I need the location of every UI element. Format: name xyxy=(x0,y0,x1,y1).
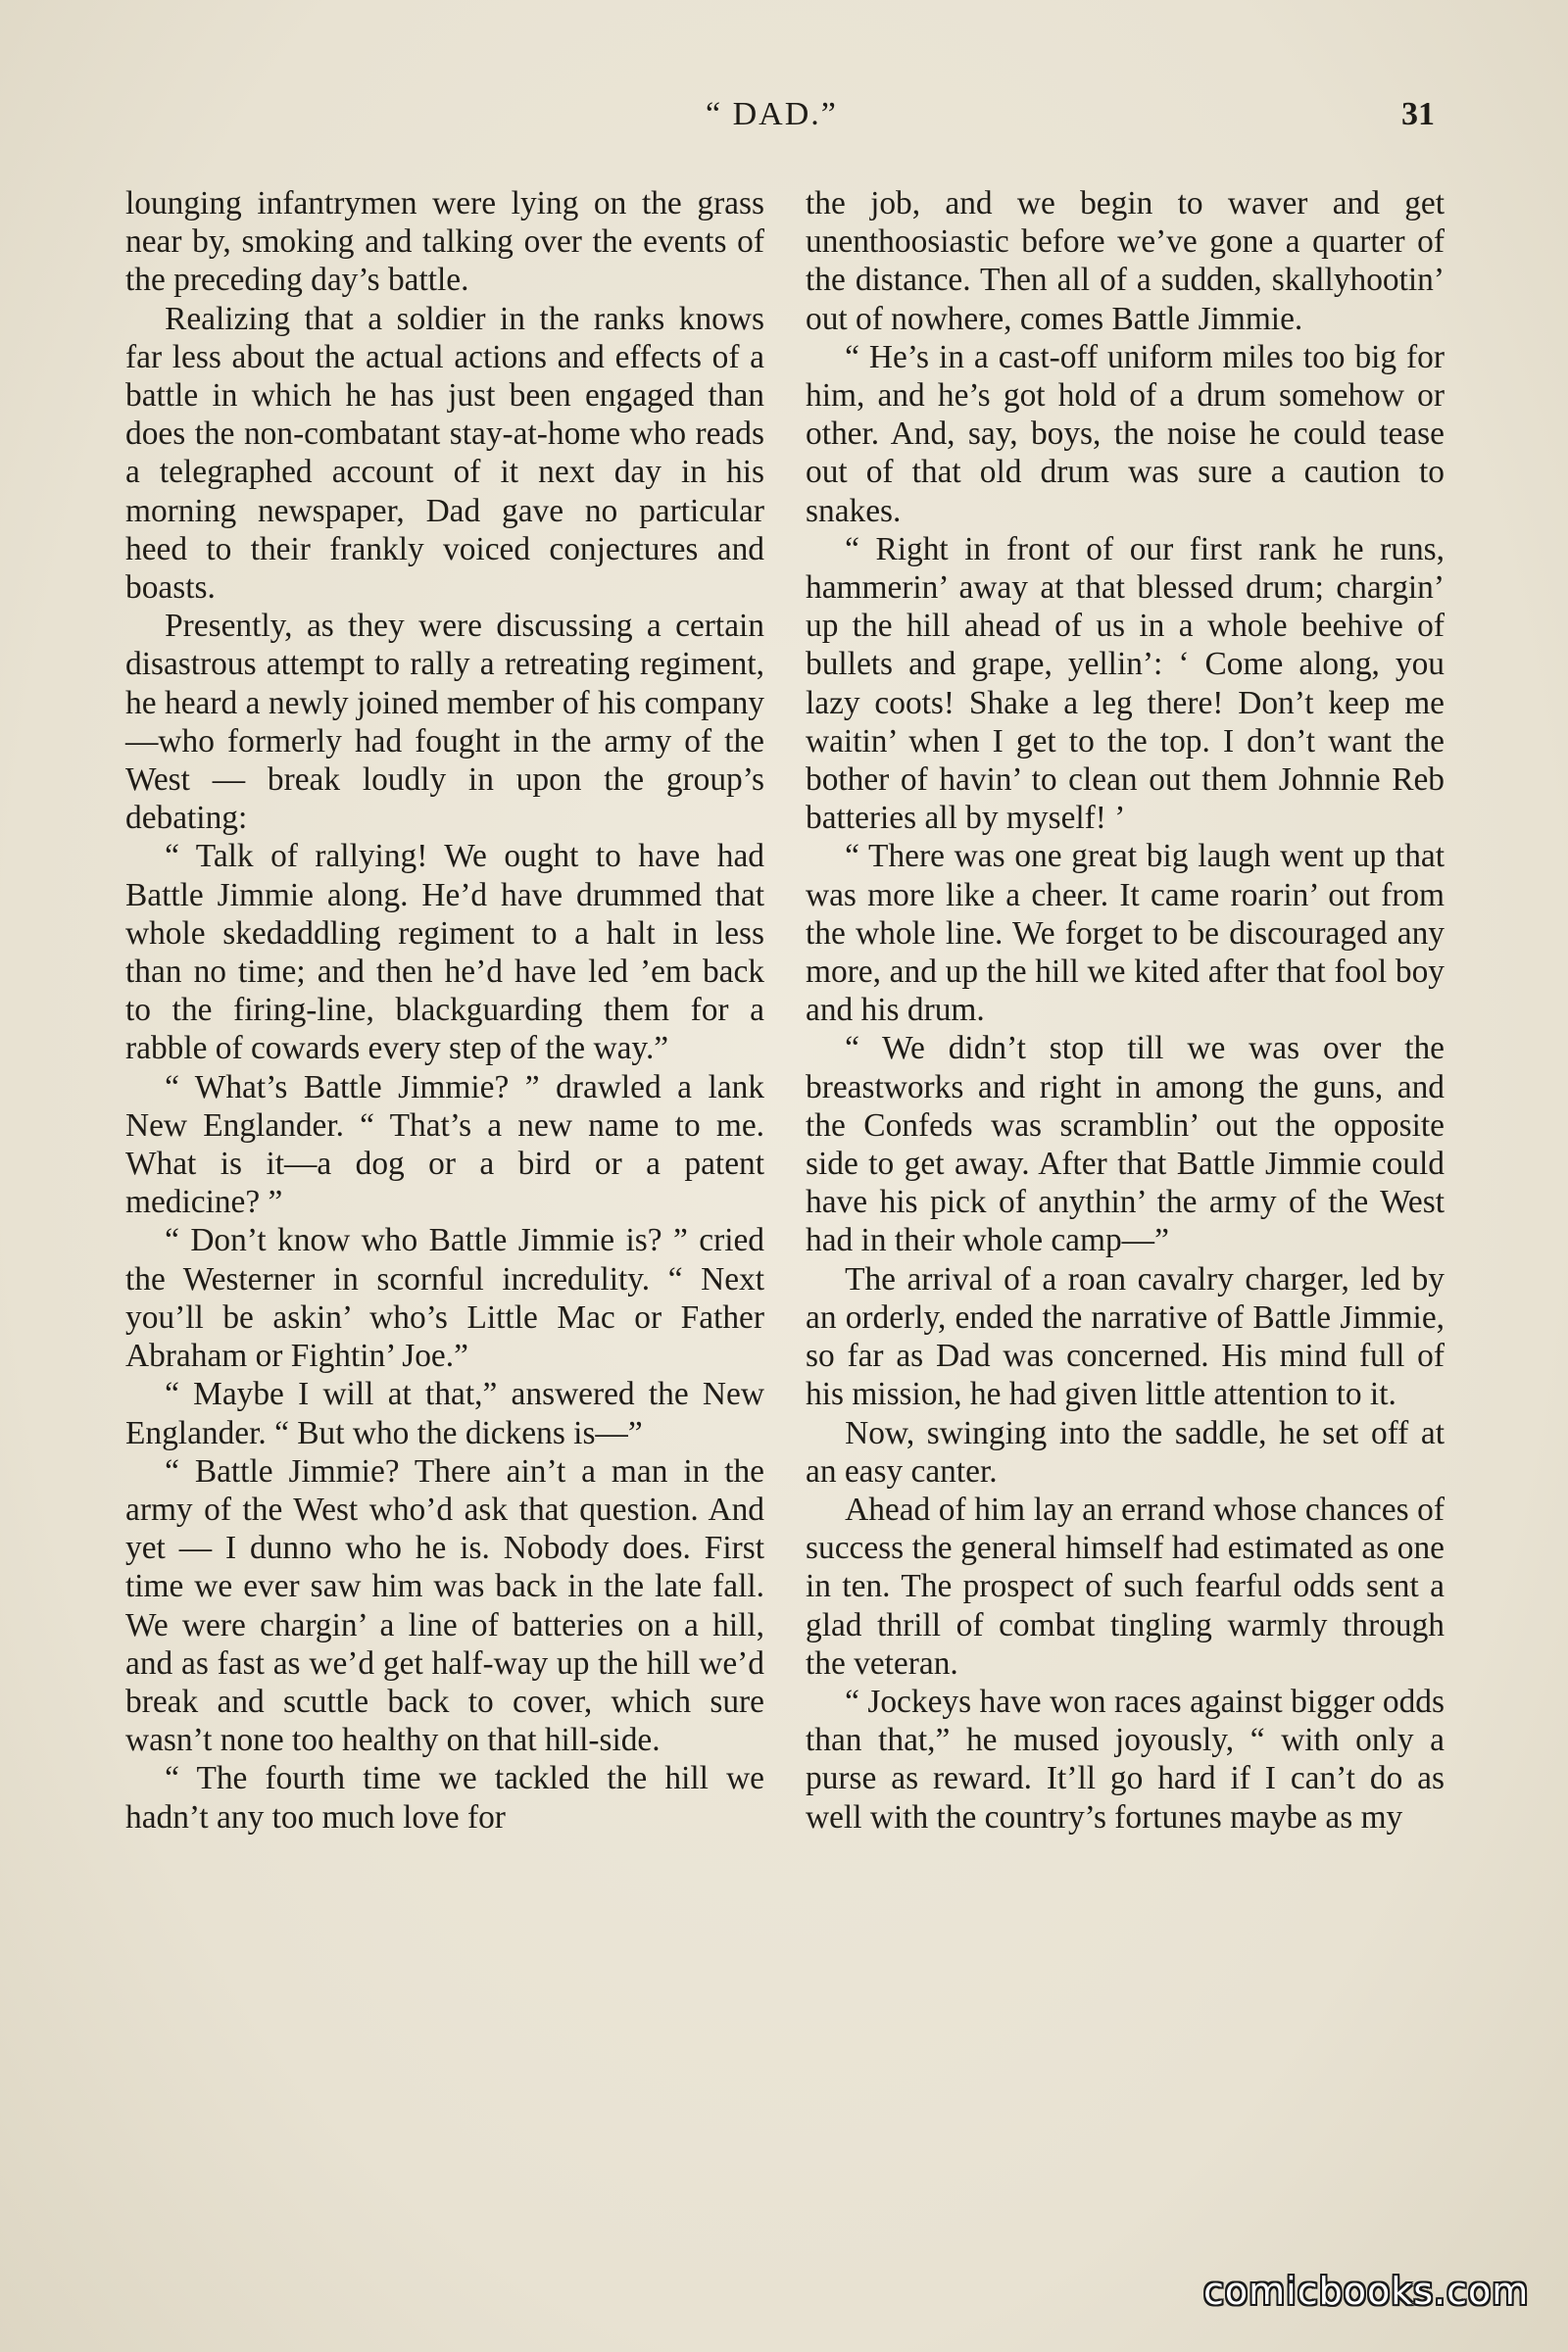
paragraph: “ Right in front of our first rank he runs, hammerin’ away at that blessed drum; chargin’ up the hill ahead of us in a whole beehive of bullets and grape, yellin’: ‘ Come along, you lazy coots! Shake a leg there! Don’t keep me waitin’ when I get to the top. I don’t want the bother of havin’ to clean out them Johnnie Reb batteries all by myself! ’ xyxy=(806,530,1445,837)
paragraph: “ Maybe I will at that,” answered the New Englander. “ But who the dickens is—” xyxy=(125,1376,764,1451)
paragraph: “ He’s in a cast-off uniform miles too big for him, and he’s got hold of a drum somehow or other. And, say, boys, the noise he could tease out of that old drum was sure a caution to snakes. xyxy=(806,338,1445,529)
running-title: “ DAD.” xyxy=(706,96,838,132)
paragraph: “ What’s Battle Jimmie? ” drawled a lank New Englander. “ That’s a new name to me. What is it—a dog or a bird or a patent medicine? ” xyxy=(125,1068,764,1221)
site-watermark: comicbooks.com xyxy=(1203,2270,1530,2313)
paragraph: “ The fourth time we tackled the hill we hadn’t any too much love for xyxy=(125,1760,764,1836)
page-number: 31 xyxy=(1401,96,1435,132)
right-column xyxy=(806,184,1445,1837)
paragraph: “ Talk of rallying! We ought to have had Battle Jimmie along. He’d have drummed that whole skedaddling regiment to a halt in less than no time; and then he’d have led ’em back to the firing-line, blackguarding them for a rabble of cowards every step of the way.” xyxy=(125,838,764,1067)
paragraph: “ Don’t know who Battle Jimmie is? ” cried the Westerner in scornful incredulity. “ Next you’ll be askin’ who’s Little Mac or Father Abraham or Fightin’ Joe.” xyxy=(125,1222,764,1375)
paragraph: lounging infantrymen were lying on the grass near by, smoking and talking over the events of the preceding day’s battle. xyxy=(125,185,764,299)
paragraph: Now, swinging into the saddle, he set off at an easy canter. xyxy=(806,1414,1445,1490)
paragraph: Realizing that a soldier in the ranks knows far less about the actual actions and effects of a battle in which he has just been engaged than does the non-combatant stay-at-home who reads a telegraphed account of it next day in his morning newspaper, Dad gave no particular heed to their frankly voiced conjectures and boasts. xyxy=(125,300,764,607)
left-column xyxy=(125,184,764,1837)
paragraph: the job, and we begin to waver and get unenthoosiastic before we’ve gone a quarter of the distance. Then all of a sudden, skallyhootin’ out of nowhere, comes Battle Jimmie. xyxy=(806,185,1445,337)
paragraph: Ahead of him lay an errand whose chances of success the general himself had estimated as one in ten. The prospect of such fearful odds sent a glad thrill of combat tingling warmly through the veteran. xyxy=(806,1491,1445,1682)
paragraph: “ There was one great big laugh went up that was more like a cheer. It came roarin’ out from the whole line. We forget to be discouraged any more, and up the hill we kited after that fool boy and his drum. xyxy=(806,838,1445,1029)
paragraph: “ Battle Jimmie? There ain’t a man in the army of the West who’d ask that question. And yet — I dunno who he is. Nobody does. First time we ever saw him was back in the late fall. We were chargin’ a line of batteries on a hill, and as fast as we’d get half-way up the hill we’d break and scuttle back to cover, which sure wasn’t none too healthy on that hill-side. xyxy=(125,1452,764,1759)
paragraph: “ We didn’t stop till we was over the breastworks and right in among the guns, and the Confeds was scramblin’ out the opposite side to get away. After that Battle Jimmie could have his pick of anythin’ the army of the West had in their whole camp—” xyxy=(806,1030,1445,1259)
paragraph: Presently, as they were discussing a certain disastrous attempt to rally a retreating regiment, he heard a newly joined member of his company—who formerly had fought in the army of the West — break loudly in upon the group’s debating: xyxy=(125,608,764,837)
paragraph: The arrival of a roan cavalry charger, led by an orderly, ended the narrative of Battle Jimmie, so far as Dad was concerned. His mind full of his mission, he had given little attention to it. xyxy=(806,1260,1445,1413)
running-header xyxy=(0,96,1568,155)
paragraph: “ Jockeys have won races against bigger odds than that,” he mused joyously, “ with only a purse as reward. It’ll go hard if I can’t do as well with the country’s fortunes maybe as my xyxy=(806,1683,1445,1836)
